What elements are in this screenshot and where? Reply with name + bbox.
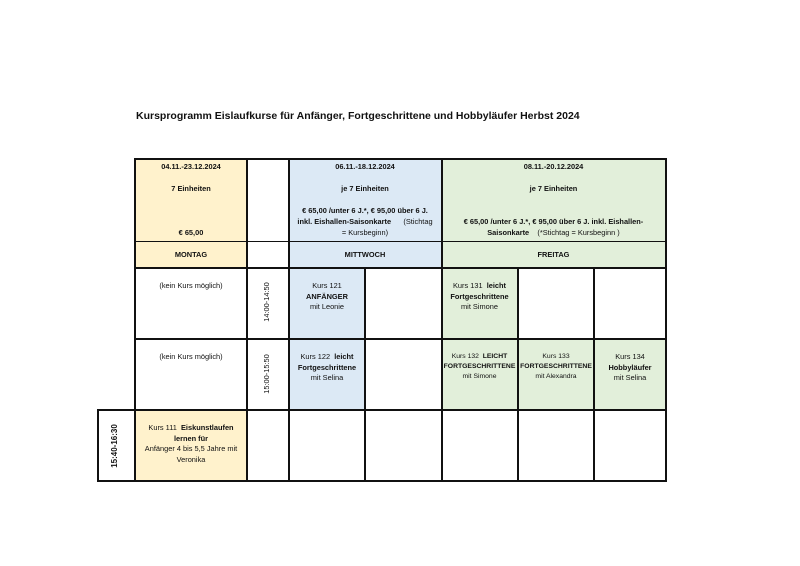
freitag-price-row2 bbox=[441, 228, 666, 239]
grid-line bbox=[134, 338, 667, 340]
course-131 bbox=[441, 281, 518, 313]
freitag-price-note: (*Stichtag = Kursbeginn ) bbox=[537, 228, 620, 237]
time-slot-1: 14:00-14:50 bbox=[262, 282, 271, 322]
mittwoch-dates: 06.11.-18.12.2024 bbox=[335, 162, 395, 171]
mittwoch-price-row2 bbox=[289, 217, 441, 228]
grid-line bbox=[134, 267, 667, 269]
course-122-name: leicht bbox=[334, 352, 354, 361]
course-122-trainer: mit Selina bbox=[310, 373, 344, 383]
course-133-number: Kurs 133 bbox=[542, 353, 570, 360]
montag-dates: 04.11.-23.12.2024 bbox=[161, 162, 221, 171]
course-122 bbox=[289, 352, 365, 384]
course-111-trainer: Anfänger 4 bis 5,5 Jahre mit bbox=[144, 444, 238, 454]
day-label-mittwoch: MITTWOCH bbox=[344, 250, 386, 259]
course-134 bbox=[594, 352, 666, 384]
grid-line bbox=[665, 158, 667, 482]
day-label-montag: MONTAG bbox=[174, 250, 208, 259]
course-131-name2: Fortgeschrittene bbox=[450, 291, 509, 301]
course-111-number: Kurs 111 bbox=[148, 423, 177, 432]
course-111-name: Eiskunstlaufen bbox=[181, 423, 234, 432]
course-111-name2: lernen für bbox=[173, 433, 209, 443]
grid-line bbox=[134, 241, 667, 242]
freitag-price-line1: € 65,00 /unter 6 J.*, € 95,00 über 6 J. inkl. Eishallen- bbox=[463, 217, 644, 226]
course-131-trainer: mit Simone bbox=[461, 302, 498, 312]
course-134-name2: Hobbyläufer bbox=[608, 362, 652, 372]
day-label-freitag: FREITAG bbox=[537, 250, 570, 259]
course-132-name2: FORTGESCHRITTENE bbox=[443, 362, 516, 370]
grid-line bbox=[97, 409, 667, 411]
montag-price: € 65,00 bbox=[178, 228, 204, 237]
course-132 bbox=[441, 352, 518, 382]
freitag-price-line2: Saisonkarte bbox=[487, 228, 530, 237]
course-111-trainer2: Veronika bbox=[176, 455, 206, 465]
mittwoch-units: je 7 Einheiten bbox=[341, 184, 389, 193]
mittwoch-price-line1: € 65,00 /unter 6 J.*, € 95,00 über 6 J. bbox=[302, 206, 428, 215]
course-133-trainer: mit Alexandra bbox=[535, 372, 577, 380]
time-slot-3: 15:40-16:30 bbox=[110, 424, 119, 468]
course-132-number: Kurs 132 bbox=[451, 353, 479, 360]
mittwoch-price-line2: inkl. Eishallen-Saisonkarte bbox=[297, 217, 392, 226]
mittwoch-price-note: (Stichtag bbox=[403, 217, 433, 226]
grid-line bbox=[134, 158, 667, 160]
course-121-trainer: mit Leonie bbox=[309, 302, 345, 312]
course-134-number: Kurs 134 bbox=[615, 352, 645, 361]
course-131-name: leicht bbox=[486, 281, 506, 290]
montag-units: 7 Einheiten bbox=[171, 184, 211, 193]
montag-row2-text: (kein Kurs möglich) bbox=[159, 352, 223, 361]
grid-line bbox=[97, 409, 99, 482]
course-121-number: Kurs 121 bbox=[312, 281, 342, 290]
course-121 bbox=[289, 281, 365, 313]
course-132-name: LEICHT bbox=[482, 353, 508, 360]
freitag-dates: 08.11.-20.12.2024 bbox=[523, 162, 584, 171]
course-122-name2: Fortgeschrittene bbox=[297, 362, 357, 372]
course-122-number: Kurs 122 bbox=[300, 352, 331, 361]
course-134-trainer: mit Selina bbox=[613, 373, 647, 383]
freitag-units: je 7 Einheiten bbox=[529, 184, 578, 193]
grid-line bbox=[97, 480, 667, 482]
mittwoch-price-note2: = Kursbeginn) bbox=[341, 228, 389, 237]
course-131-number: Kurs 131 bbox=[452, 281, 483, 290]
course-121-name: ANFÄNGER bbox=[306, 291, 348, 301]
grid-line bbox=[441, 158, 443, 482]
course-133-name2: FORTGESCHRITTENE bbox=[520, 362, 592, 370]
course-111 bbox=[135, 423, 247, 466]
page-title: Kursprogramm Eislaufkurse für Anfänger, Fortgeschrittene und Hobbyläufer Herbst 2024 bbox=[136, 110, 580, 122]
course-132-trainer: mit Simone bbox=[462, 372, 497, 380]
time-slot-2: 15:00-15:50 bbox=[262, 354, 271, 394]
course-133 bbox=[518, 352, 594, 382]
montag-row1-text: (kein Kurs möglich) bbox=[159, 281, 223, 290]
